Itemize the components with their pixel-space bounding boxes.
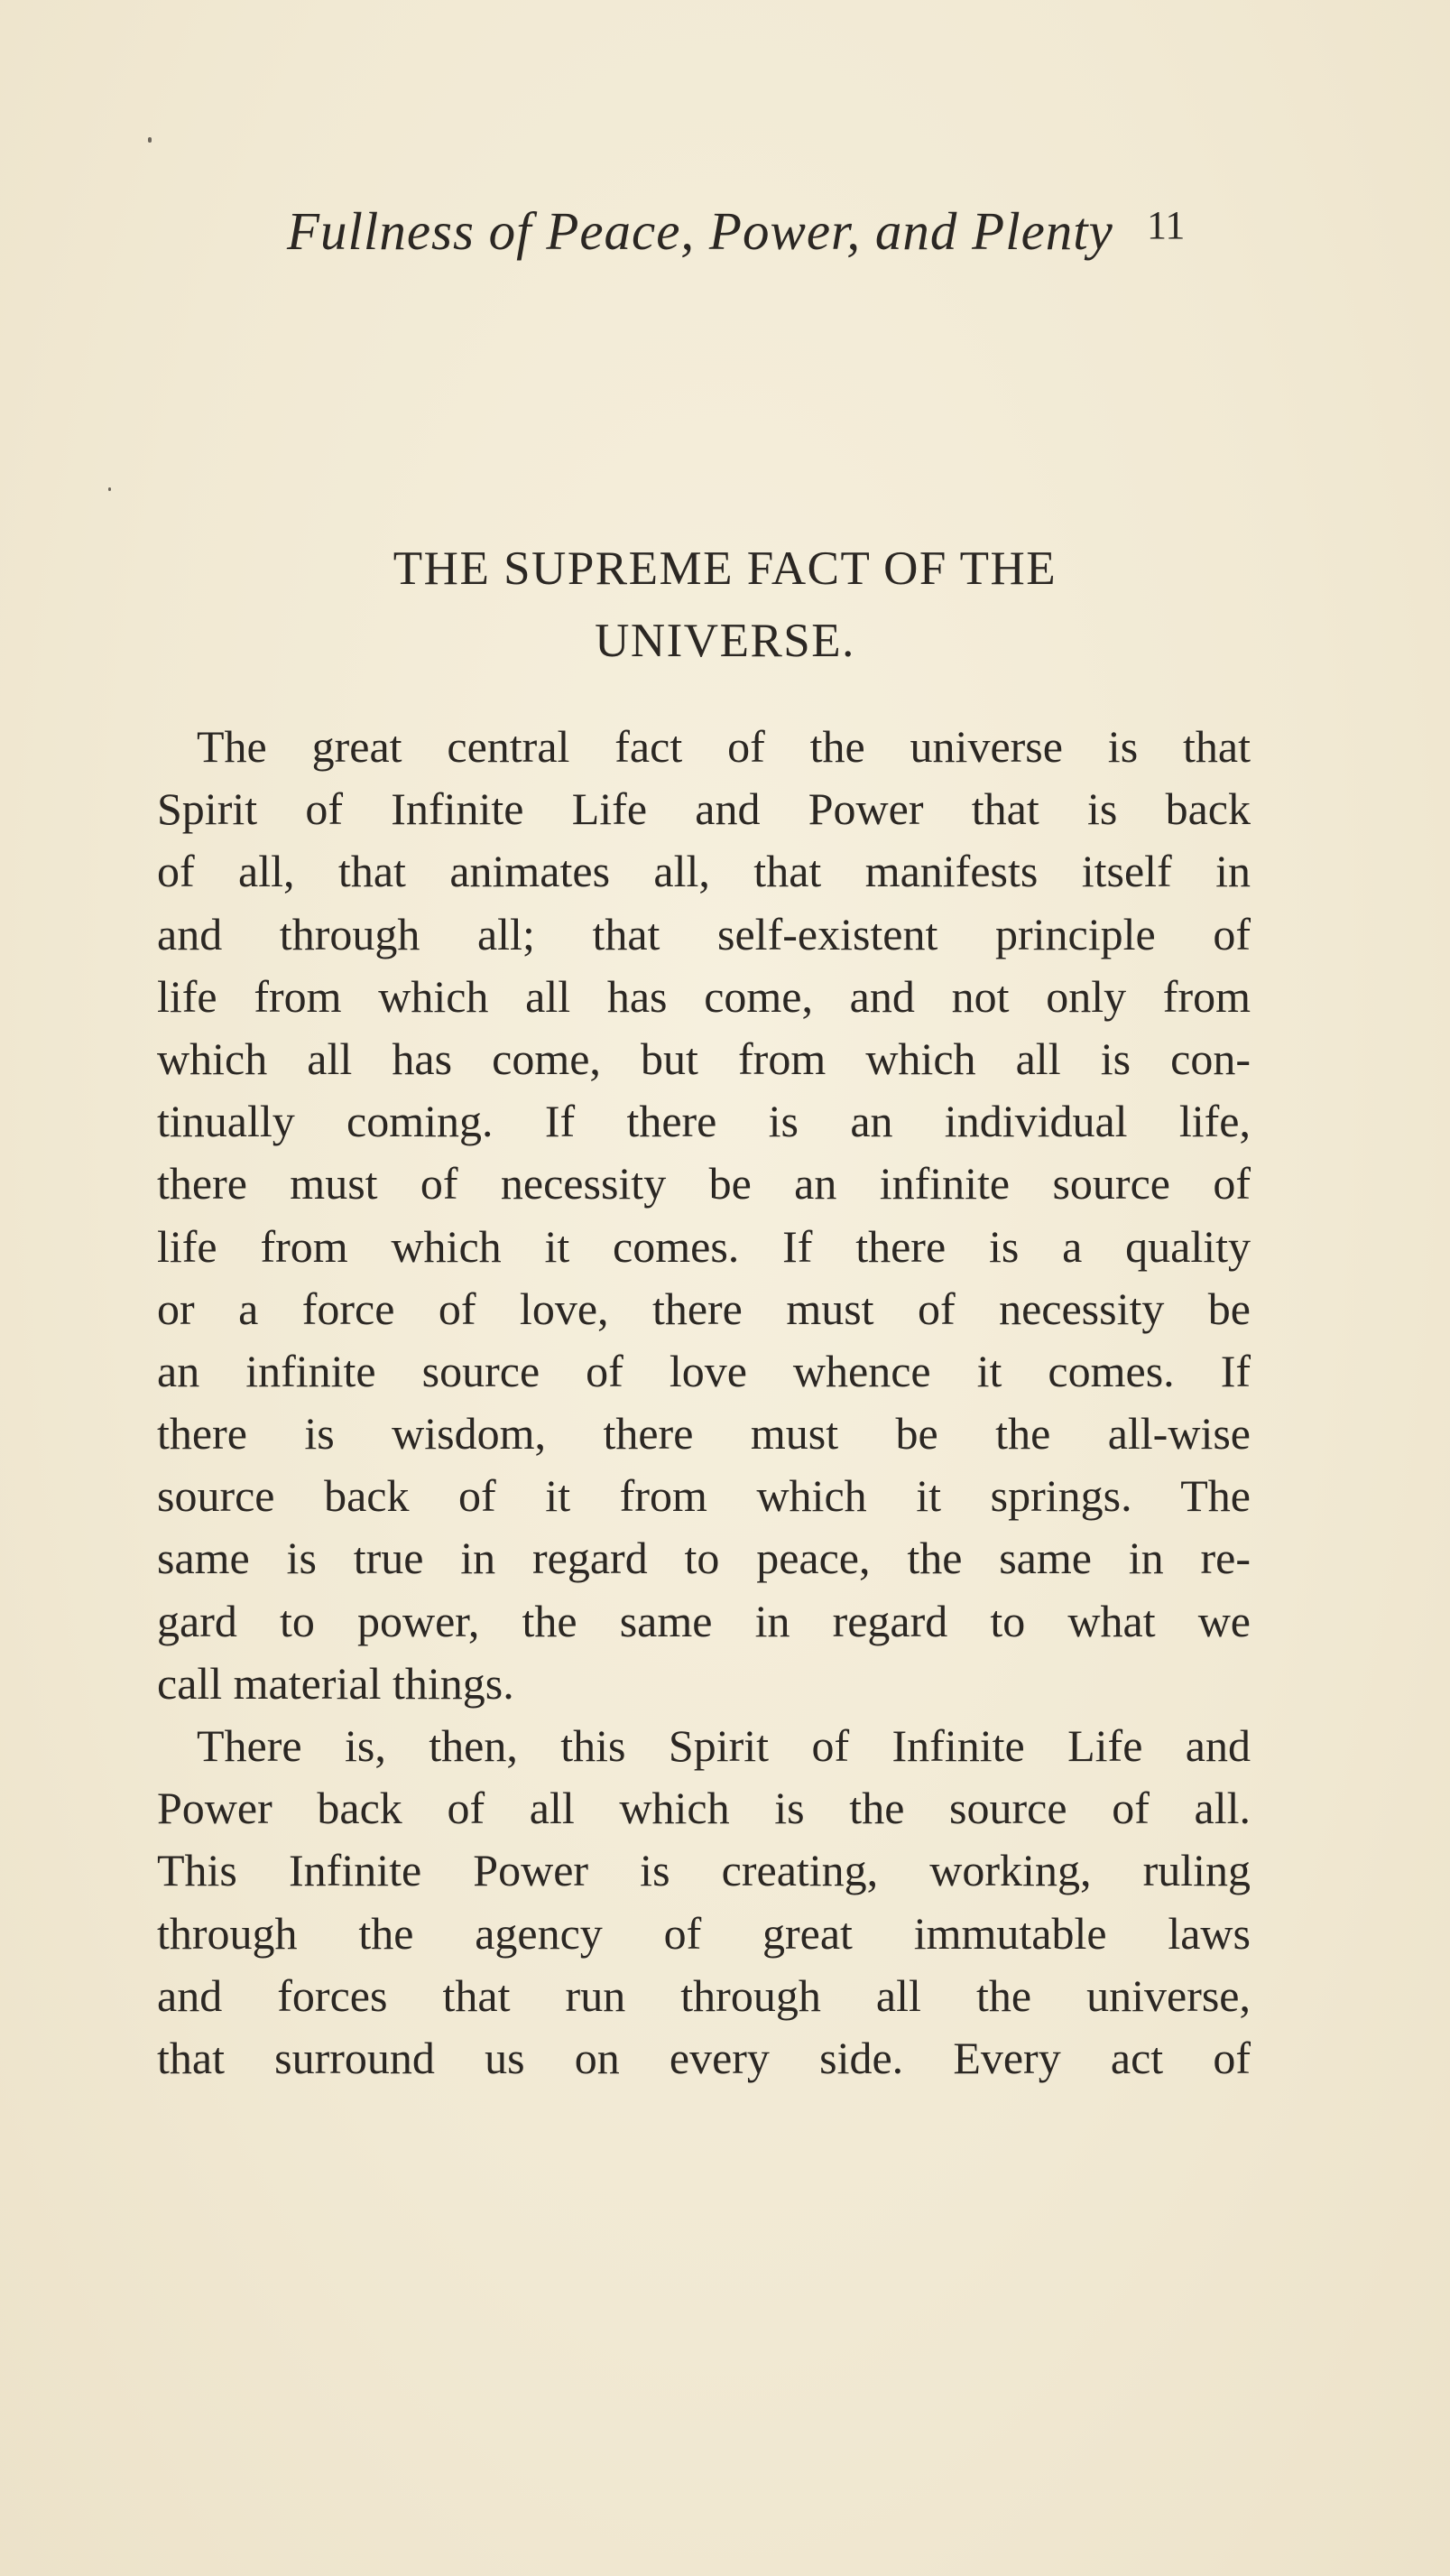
text-line: life from which all has come, and not only from: [157, 970, 1251, 1022]
heading-line: UNIVERSE.: [595, 615, 855, 667]
text-line: there is wisdom, there must be the all-wise: [157, 1408, 1251, 1459]
ink-speck: [108, 487, 111, 491]
text-line: source back of it from which it springs. The: [157, 1470, 1251, 1522]
text-line: that surround us on every side. Every act of: [157, 2032, 1251, 2083]
text-line: Power back of all which is the source of all.: [157, 1783, 1251, 1834]
text-line: This Infinite Power is creating, working, ruling: [157, 1845, 1251, 1896]
text-line: tinually coming. If there is an individual life,: [157, 1096, 1251, 1147]
section-heading: [180, 533, 1270, 677]
text-line: call material things.: [157, 1657, 514, 1709]
text-line: which all has come, but from which all is con-: [157, 1033, 1251, 1084]
text-line: through the agency of great immutable laws: [157, 1907, 1251, 1959]
text-line: The great central fact of the universe is that: [197, 721, 1251, 772]
text-line: of all, that animates all, that manifests itself in: [157, 846, 1251, 897]
ink-speck: [148, 137, 152, 143]
text-line: same is true in regard to peace, the same in re-: [157, 1533, 1251, 1584]
text-line: Spirit of Infinite Life and Power that is back: [157, 783, 1251, 835]
running-title: Fullness of Peace, Power, and Plenty: [287, 201, 1113, 261]
text-line: an infinite source of love whence it comes. If: [157, 1345, 1251, 1396]
heading-line: THE SUPREME FACT OF THE: [393, 542, 1057, 595]
text-line: and through all; that self-existent principle of: [157, 908, 1251, 959]
running-head: [287, 200, 1189, 261]
text-line: there must of necessity be an infinite source of: [157, 1158, 1251, 1209]
text-line: gard to power, the same in regard to what we: [157, 1595, 1251, 1646]
text-line: life from which it comes. If there is a quality: [157, 1220, 1251, 1272]
text-line: or a force of love, there must of necessity be: [157, 1283, 1251, 1334]
text-line: There is, then, this Spirit of Infinite Life and: [197, 1720, 1251, 1771]
text-line: and forces that run through all the universe,: [157, 1969, 1251, 2021]
page-number: 11: [1147, 203, 1186, 247]
body-text: [157, 716, 1251, 2090]
